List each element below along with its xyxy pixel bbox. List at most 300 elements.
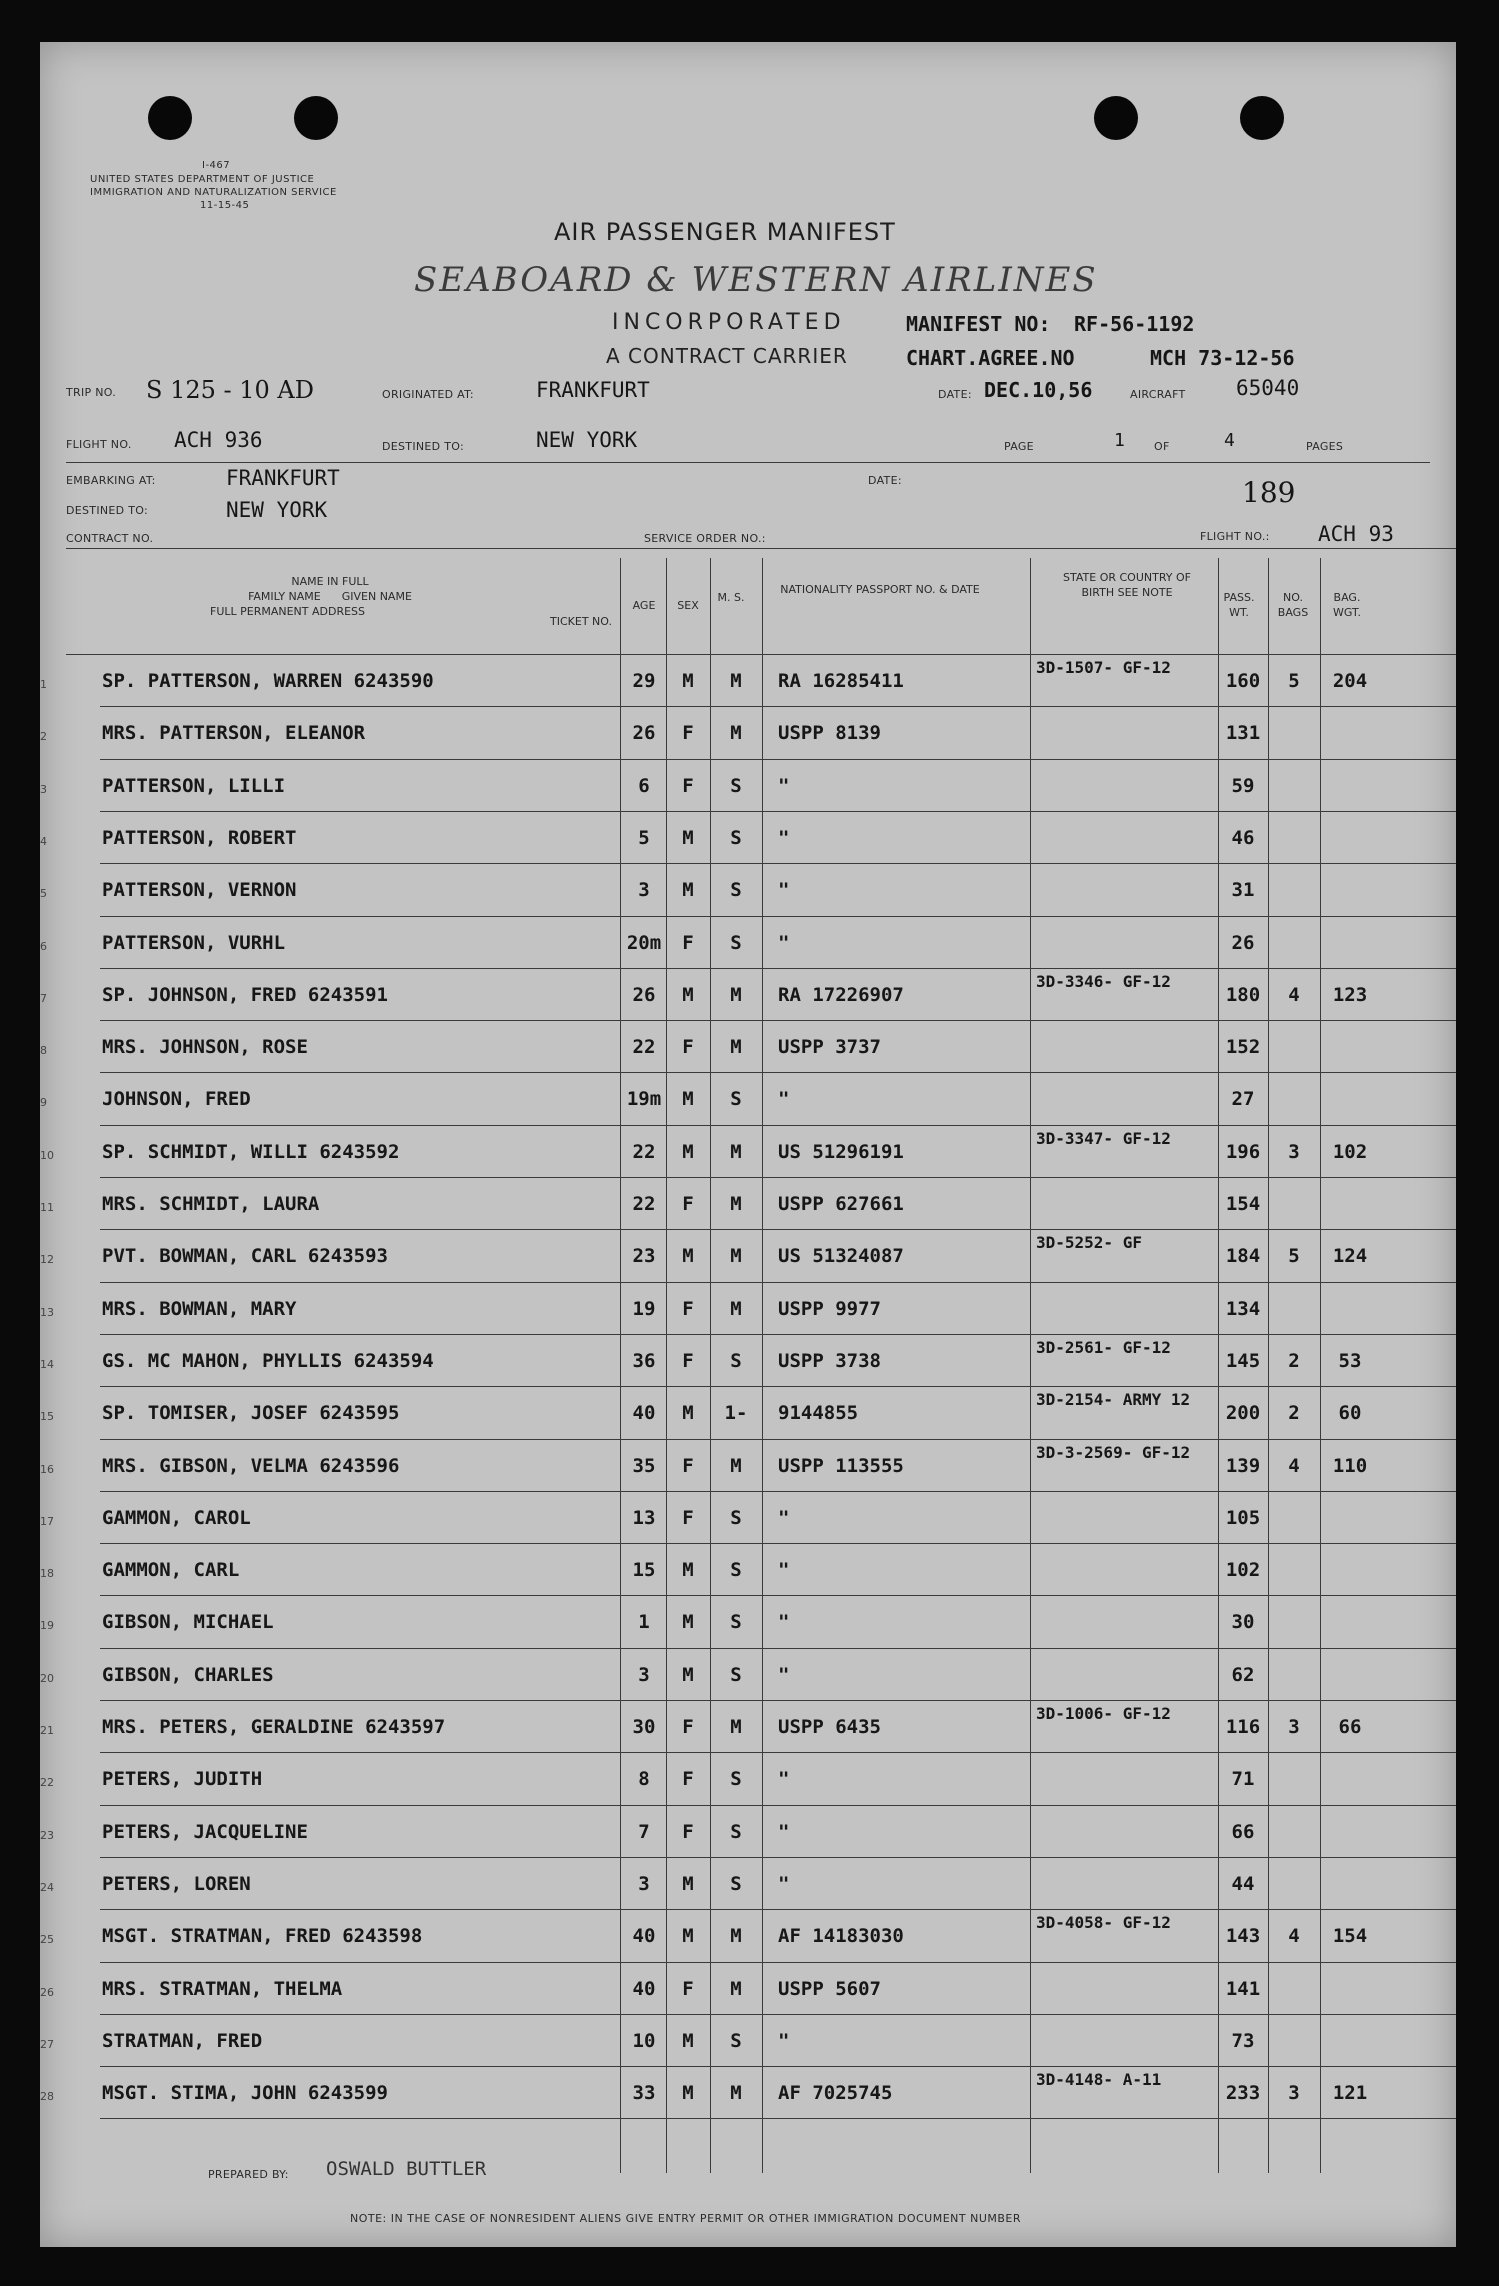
passenger-weight: 102: [1225, 1559, 1261, 1582]
passenger-name: PETERS, LOREN: [102, 1872, 251, 1895]
passenger-birth: 3D-3346- GF-12: [1036, 971, 1171, 991]
page-title: AIR PASSENGER MANIFEST: [554, 218, 896, 246]
passenger-name: MRS. STRATMAN, THELMA: [102, 1977, 343, 2000]
passenger-birth: 3D-3-2569- GF-12: [1036, 1442, 1191, 1462]
passenger-age: 10: [632, 2029, 656, 2052]
passenger-bags: 4: [1288, 1925, 1300, 1948]
passenger-sex: F: [682, 1820, 694, 1843]
row-divider: [100, 1386, 1456, 1387]
header-ms: M. S.: [717, 591, 745, 604]
header-pass-wt: PASS. WT.: [1223, 591, 1255, 619]
passenger-nationality: RA 16285411: [778, 670, 904, 692]
passenger-name: PATTERSON, VURHL: [102, 931, 286, 954]
passenger-marital-status: M: [730, 670, 742, 692]
row-divider: [100, 863, 1456, 864]
incorporated-text: INCORPORATED: [612, 310, 846, 335]
passenger-bag-weight: 60: [1338, 1402, 1362, 1425]
passenger-nationality: USPP 9977: [778, 1297, 881, 1320]
passenger-birth: 3D-4148- A-11: [1036, 2070, 1162, 2090]
passenger-sex: F: [682, 1193, 694, 1215]
punch-hole: [148, 96, 192, 140]
passenger-sex: F: [682, 931, 694, 954]
passenger-bag-weight: 66: [1338, 1716, 1362, 1738]
passenger-sex: M: [682, 1559, 694, 1582]
passenger-age: 30: [632, 1716, 656, 1738]
passenger-nationality: ": [778, 931, 790, 954]
passenger-name: PATTERSON, LILLI: [102, 774, 286, 797]
passenger-sex: M: [682, 1088, 694, 1111]
passenger-marital-status: M: [730, 1140, 742, 1163]
passenger-name: SP. PATTERSON, WARREN 6243590: [102, 670, 434, 692]
row-number: 16: [40, 1462, 54, 1476]
page-value: 1: [1114, 430, 1125, 451]
row-number: 14: [40, 1357, 54, 1371]
passenger-bags: 5: [1288, 1245, 1300, 1268]
originated-value: FRANKFURT: [536, 378, 650, 402]
row-divider: [100, 1282, 1456, 1283]
passenger-bag-weight: 53: [1338, 1349, 1362, 1372]
passenger-weight: 160: [1225, 670, 1261, 692]
passenger-sex: M: [682, 2029, 694, 2052]
handwritten-number: 189: [1242, 476, 1296, 509]
destined2-value: NEW YORK: [226, 498, 328, 522]
passenger-name: PATTERSON, VERNON: [102, 879, 297, 902]
passenger-nationality: ": [778, 879, 790, 902]
passenger-bags: 4: [1288, 1454, 1300, 1477]
row-divider: [100, 1020, 1456, 1021]
prepared-by-label: PREPARED BY:: [208, 2168, 289, 2181]
passenger-name: MSGT. STIMA, JOHN 6243599: [102, 2082, 388, 2105]
passenger-age: 40: [632, 1977, 656, 2000]
passenger-age: 22: [632, 1140, 656, 1163]
passenger-name: MRS. PETERS, GERALDINE 6243597: [102, 1716, 446, 1738]
passenger-bag-weight: 154: [1332, 1925, 1368, 1948]
passenger-nationality: ": [778, 1768, 790, 1791]
row-divider: [100, 706, 1456, 707]
header-sex: SEX: [677, 599, 699, 612]
embarking-label: EMBARKING AT:: [66, 474, 156, 487]
row-divider: [100, 1229, 1456, 1230]
passenger-nationality: ": [778, 826, 790, 849]
passenger-weight: 44: [1231, 1872, 1255, 1895]
row-number: 4: [40, 834, 47, 848]
passenger-bag-weight: 121: [1332, 2082, 1368, 2105]
passenger-weight: 134: [1225, 1297, 1261, 1320]
row-divider: [100, 1752, 1456, 1753]
row-number: 21: [40, 1724, 54, 1737]
passenger-nationality: USPP 5607: [778, 1977, 881, 2000]
passenger-weight: 139: [1225, 1454, 1261, 1477]
date2-label: DATE:: [868, 474, 902, 487]
passenger-age: 36: [632, 1349, 656, 1372]
row-divider: [100, 1700, 1456, 1701]
passenger-weight: 59: [1231, 774, 1255, 797]
passenger-nationality: USPP 113555: [778, 1454, 904, 1477]
passenger-weight: 184: [1225, 1245, 1261, 1268]
row-number: 17: [40, 1514, 54, 1528]
passenger-name: JOHNSON, FRED: [102, 1088, 251, 1111]
passenger-nationality: ": [778, 1611, 790, 1634]
passenger-name: MSGT. STRATMAN, FRED 6243598: [102, 1925, 423, 1948]
passenger-name: GIBSON, MICHAEL: [102, 1611, 274, 1634]
manifest-no-label: MANIFEST NO:: [906, 312, 1051, 336]
footer-note: NOTE: IN THE CASE OF NONRESIDENT ALIENS GIVE ENTRY PERMIT OR OTHER IMMIGRATION DOCUMENT NUMBER: [350, 2212, 1022, 2225]
chart-agree-label: CHART.AGREE.NO: [906, 346, 1075, 370]
passenger-nationality: USPP 8139: [778, 722, 881, 745]
passenger-weight: 30: [1231, 1611, 1255, 1634]
passenger-sex: F: [682, 1977, 694, 2000]
row-number: 23: [40, 1828, 54, 1842]
passenger-nationality: USPP 6435: [778, 1716, 881, 1738]
passenger-sex: F: [682, 1768, 694, 1791]
header-ticket: TICKET NO.: [550, 615, 612, 628]
passenger-name: PETERS, JACQUELINE: [102, 1820, 308, 1843]
passenger-sex: M: [682, 826, 694, 849]
row-divider: [100, 1072, 1456, 1073]
passenger-sex: M: [682, 1872, 694, 1895]
passenger-bags: 3: [1288, 1716, 1300, 1738]
trip-no-value: S 125 - 10 AD: [146, 376, 314, 404]
contract-label: CONTRACT NO.: [66, 532, 154, 545]
row-divider: [100, 1125, 1456, 1126]
row-divider: [100, 1334, 1456, 1335]
passenger-name: PETERS, JUDITH: [102, 1768, 263, 1791]
passenger-age: 20m: [626, 931, 662, 954]
passenger-weight: 116: [1225, 1716, 1261, 1738]
passenger-bag-weight: 204: [1332, 670, 1368, 692]
passenger-age: 29: [632, 670, 656, 692]
punch-hole: [1240, 96, 1284, 140]
passenger-marital-status: M: [730, 2082, 742, 2105]
passenger-sex: M: [682, 1663, 694, 1686]
passenger-birth: 3D-3347- GF-12: [1036, 1128, 1171, 1148]
passenger-weight: 71: [1231, 1768, 1255, 1791]
originated-label: ORIGINATED AT:: [382, 388, 474, 401]
passenger-bag-weight: 124: [1332, 1245, 1368, 1268]
row-number: 27: [40, 2037, 54, 2051]
page-label: PAGE: [1004, 440, 1034, 453]
passenger-age: 7: [638, 1820, 650, 1843]
row-divider: [100, 1962, 1456, 1963]
passenger-name: SP. JOHNSON, FRED 6243591: [102, 983, 388, 1006]
passenger-nationality: US 51296191: [778, 1140, 904, 1163]
row-number: 8: [40, 1044, 47, 1058]
passenger-age: 15: [632, 1559, 656, 1582]
passenger-weight: 180: [1225, 983, 1261, 1006]
passenger-marital-status: M: [730, 983, 742, 1006]
passenger-sex: F: [682, 1297, 694, 1320]
passenger-name: MRS. PATTERSON, ELEANOR: [102, 722, 366, 745]
passenger-age: 19m: [626, 1088, 662, 1111]
passenger-sex: M: [682, 2082, 694, 2105]
passenger-name: MRS. JOHNSON, ROSE: [102, 1036, 308, 1059]
passenger-age: 22: [632, 1036, 656, 1059]
header-bag-wgt: BAG. WGT.: [1333, 591, 1361, 619]
passenger-bags: 2: [1288, 1349, 1300, 1372]
passenger-age: 3: [638, 1872, 650, 1895]
passenger-nationality: ": [778, 1663, 790, 1686]
passenger-nationality: USPP 3737: [778, 1036, 881, 1059]
passenger-weight: 46: [1231, 826, 1255, 849]
passenger-age: 40: [632, 1925, 656, 1948]
passenger-birth: 3D-1507- GF-12: [1036, 658, 1171, 677]
passenger-marital-status: S: [730, 1559, 742, 1582]
passenger-marital-status: M: [730, 722, 742, 745]
passenger-sex: M: [682, 1245, 694, 1268]
row-number: 9: [40, 1096, 47, 1110]
passenger-marital-status: M: [730, 1297, 742, 1320]
destined2-label: DESTINED TO:: [66, 504, 149, 517]
passenger-name: MRS. SCHMIDT, LAURA: [102, 1193, 320, 1215]
row-divider: [100, 1805, 1456, 1806]
row-number: 25: [40, 1933, 54, 1947]
passenger-name: MRS. BOWMAN, MARY: [102, 1297, 297, 1320]
passenger-age: 23: [632, 1245, 656, 1268]
row-divider: [100, 2066, 1456, 2067]
passenger-sex: F: [682, 1506, 694, 1529]
passenger-sex: M: [682, 983, 694, 1006]
passenger-nationality: USPP 627661: [778, 1193, 904, 1215]
passenger-age: 26: [632, 722, 656, 745]
punch-hole: [294, 96, 338, 140]
passenger-name: PATTERSON, ROBERT: [102, 826, 297, 849]
aircraft-value: 65040: [1236, 376, 1300, 400]
passenger-name: GS. MC MAHON, PHYLLIS 6243594: [102, 1349, 434, 1372]
passenger-age: 19: [632, 1297, 656, 1320]
passenger-marital-status: S: [730, 1663, 742, 1686]
passenger-sex: F: [682, 1349, 694, 1372]
passenger-weight: 73: [1231, 2029, 1255, 2052]
form-number: I-467: [202, 160, 231, 171]
row-divider: [100, 811, 1456, 812]
row-divider: [100, 1439, 1456, 1440]
passenger-name: SP. TOMISER, JOSEF 6243595: [102, 1402, 400, 1425]
passenger-marital-status: M: [730, 1245, 742, 1268]
passenger-age: 3: [638, 1663, 650, 1686]
passenger-birth: 3D-1006- GF-12: [1036, 1704, 1171, 1723]
form-date: 11-15-45: [200, 200, 250, 211]
row-number: 15: [40, 1410, 54, 1424]
passenger-nationality: AF 7025745: [778, 2082, 893, 2105]
passenger-nationality: AF 14183030: [778, 1925, 904, 1948]
of-label: OF: [1154, 440, 1170, 453]
passenger-sex: M: [682, 670, 694, 692]
passenger-nationality: USPP 3738: [778, 1349, 881, 1372]
passenger-weight: 62: [1231, 1663, 1255, 1686]
punch-hole: [1094, 96, 1138, 140]
passenger-nationality: RA 17226907: [778, 983, 904, 1006]
of-value: 4: [1224, 430, 1235, 451]
passenger-bag-weight: 110: [1332, 1454, 1368, 1477]
row-number: 1: [40, 678, 47, 691]
manifest-no-value: RF-56-1192: [1074, 312, 1195, 336]
agency-line-1: UNITED STATES DEPARTMENT OF JUSTICE: [90, 174, 315, 185]
passenger-birth: 3D-2154- ARMY 12: [1036, 1390, 1191, 1410]
row-number: 10: [40, 1148, 54, 1162]
passenger-weight: 154: [1225, 1193, 1261, 1215]
airline-name: SEABOARD & WESTERN AIRLINES: [414, 260, 1098, 300]
row-divider: [100, 1909, 1456, 1910]
passenger-marital-status: M: [730, 1454, 742, 1477]
header-bags: NO. BAGS: [1277, 591, 1309, 619]
passenger-name: PVT. BOWMAN, CARL 6243593: [102, 1245, 388, 1268]
passenger-age: 35: [632, 1454, 656, 1477]
contract-carrier-text: A CONTRACT CARRIER: [606, 344, 848, 368]
passenger-marital-status: S: [730, 1768, 742, 1791]
passenger-weight: 26: [1231, 931, 1255, 954]
passenger-sex: M: [682, 1140, 694, 1163]
row-divider: [100, 1491, 1456, 1492]
row-number: 26: [40, 1985, 54, 1999]
header-nationality: NATIONALITY PASSPORT NO. & DATE: [780, 583, 980, 596]
passenger-sex: F: [682, 1716, 694, 1738]
passenger-sex: F: [682, 774, 694, 797]
destined-value: NEW YORK: [536, 428, 638, 452]
passenger-sex: F: [682, 722, 694, 745]
row-number: 7: [40, 991, 47, 1005]
row-divider: [100, 1648, 1456, 1649]
row-divider: [100, 968, 1456, 969]
row-number: 24: [40, 1880, 54, 1894]
flight-no-value: ACH 936: [174, 428, 263, 452]
passenger-sex: M: [682, 1402, 694, 1425]
passenger-marital-status: M: [730, 1977, 742, 2000]
passenger-marital-status: M: [730, 1193, 742, 1215]
passenger-sex: M: [682, 1925, 694, 1948]
passenger-birth: 3D-5252- GF: [1036, 1233, 1142, 1253]
header-state: STATE OR COUNTRY OF BIRTH SEE NOTE: [1063, 571, 1191, 599]
row-divider: [100, 1595, 1456, 1596]
passenger-name: GAMMON, CARL: [102, 1559, 240, 1582]
row-divider: [100, 916, 1456, 917]
passenger-name: MRS. GIBSON, VELMA 6243596: [102, 1454, 400, 1477]
row-divider: [100, 1857, 1456, 1858]
passenger-marital-status: S: [730, 931, 742, 954]
row-number: 18: [40, 1567, 54, 1581]
passenger-age: 26: [632, 983, 656, 1006]
passenger-weight: 66: [1231, 1820, 1255, 1843]
embarking-value: FRANKFURT: [226, 466, 340, 490]
passenger-nationality: ": [778, 1088, 790, 1111]
passenger-age: 5: [638, 826, 650, 849]
passenger-marital-status: M: [730, 1925, 742, 1948]
row-divider: [100, 1177, 1456, 1178]
pages-label: PAGES: [1306, 440, 1344, 453]
passenger-marital-status: 1-: [724, 1402, 748, 1425]
passenger-marital-status: S: [730, 1088, 742, 1111]
passenger-name: GAMMON, CAROL: [102, 1506, 251, 1529]
passenger-nationality: ": [778, 1820, 790, 1843]
passenger-sex: M: [682, 879, 694, 902]
row-number: 5: [40, 887, 47, 901]
service-order-label: SERVICE ORDER NO.:: [644, 532, 766, 545]
flight2-label: FLIGHT NO.:: [1200, 530, 1270, 543]
passenger-marital-status: S: [730, 1611, 742, 1634]
passenger-marital-status: S: [730, 879, 742, 902]
passenger-age: 22: [632, 1193, 656, 1215]
row-divider: [100, 2014, 1456, 2015]
passenger-nationality: ": [778, 1506, 790, 1529]
passenger-bags: 3: [1288, 1140, 1300, 1163]
aircraft-label: AIRCRAFT: [1130, 388, 1186, 401]
flight-no-label: FLIGHT NO.: [66, 438, 132, 451]
passenger-marital-status: S: [730, 1872, 742, 1895]
row-number: 19: [40, 1619, 54, 1633]
passenger-age: 6: [638, 774, 650, 797]
header-age: AGE: [632, 599, 656, 612]
row-divider: [100, 759, 1456, 760]
passenger-nationality: ": [778, 2029, 790, 2052]
passenger-marital-status: M: [730, 1036, 742, 1059]
passenger-weight: 31: [1231, 879, 1255, 902]
passenger-marital-status: S: [730, 826, 742, 849]
flight2-value: ACH 93: [1318, 522, 1394, 546]
passenger-name: SP. SCHMIDT, WILLI 6243592: [102, 1140, 400, 1163]
passenger-weight: 196: [1225, 1140, 1261, 1163]
passenger-bags: 5: [1288, 670, 1300, 692]
passenger-weight: 233: [1225, 2082, 1261, 2105]
passenger-nationality: ": [778, 774, 790, 797]
passenger-weight: 141: [1225, 1977, 1261, 2000]
row-number: 20: [40, 1671, 54, 1685]
passenger-marital-status: M: [730, 1716, 742, 1738]
passenger-nationality: ": [778, 1872, 790, 1895]
passenger-nationality: ": [778, 1559, 790, 1582]
passenger-birth: 3D-4058- GF-12: [1036, 1913, 1171, 1933]
passenger-age: 40: [632, 1402, 656, 1425]
passenger-bags: 3: [1288, 2082, 1300, 2105]
row-divider: [100, 2118, 1456, 2119]
passenger-sex: F: [682, 1036, 694, 1059]
header-name: NAME IN FULL FAMILY NAME GIVEN NAME FULL PERMANENT ADDRESS: [210, 575, 412, 618]
passenger-bag-weight: 102: [1332, 1140, 1368, 1163]
passenger-weight: 27: [1231, 1088, 1255, 1111]
passenger-marital-status: S: [730, 1349, 742, 1372]
passenger-age: 13: [632, 1506, 656, 1529]
row-divider: [100, 1543, 1456, 1544]
row-number: 11: [40, 1201, 54, 1214]
passenger-birth: 3D-2561- GF-12: [1036, 1337, 1171, 1357]
chart-agree-value: MCH 73-12-56: [1150, 346, 1295, 370]
passenger-weight: 152: [1225, 1036, 1261, 1059]
passenger-age: 33: [632, 2082, 656, 2105]
passenger-weight: 105: [1225, 1506, 1261, 1529]
passenger-bags: 2: [1288, 1402, 1300, 1425]
passenger-marital-status: S: [730, 2029, 742, 2052]
passenger-marital-status: S: [730, 1506, 742, 1529]
passenger-age: 3: [638, 879, 650, 902]
manifest-sheet: [40, 42, 1456, 2247]
passenger-sex: F: [682, 1454, 694, 1477]
passenger-name: STRATMAN, FRED: [102, 2029, 263, 2052]
passenger-age: 8: [638, 1768, 650, 1791]
row-number: 22: [40, 1776, 54, 1790]
row-number: 6: [40, 939, 47, 953]
row-number: 3: [40, 782, 47, 796]
passenger-nationality: US 51324087: [778, 1245, 904, 1268]
row-number: 2: [40, 730, 47, 744]
agency-line-2: IMMIGRATION AND NATURALIZATION SERVICE: [90, 187, 337, 198]
trip-no-label: TRIP NO.: [66, 386, 117, 399]
row-number: 28: [40, 2090, 54, 2104]
destined-label: DESTINED TO:: [382, 440, 465, 453]
passenger-weight: 145: [1225, 1349, 1261, 1372]
passenger-marital-status: S: [730, 1820, 742, 1843]
passenger-nationality: 9144855: [778, 1402, 859, 1425]
passenger-weight: 200: [1225, 1402, 1261, 1425]
passenger-bag-weight: 123: [1332, 983, 1368, 1006]
passenger-age: 1: [638, 1611, 650, 1634]
